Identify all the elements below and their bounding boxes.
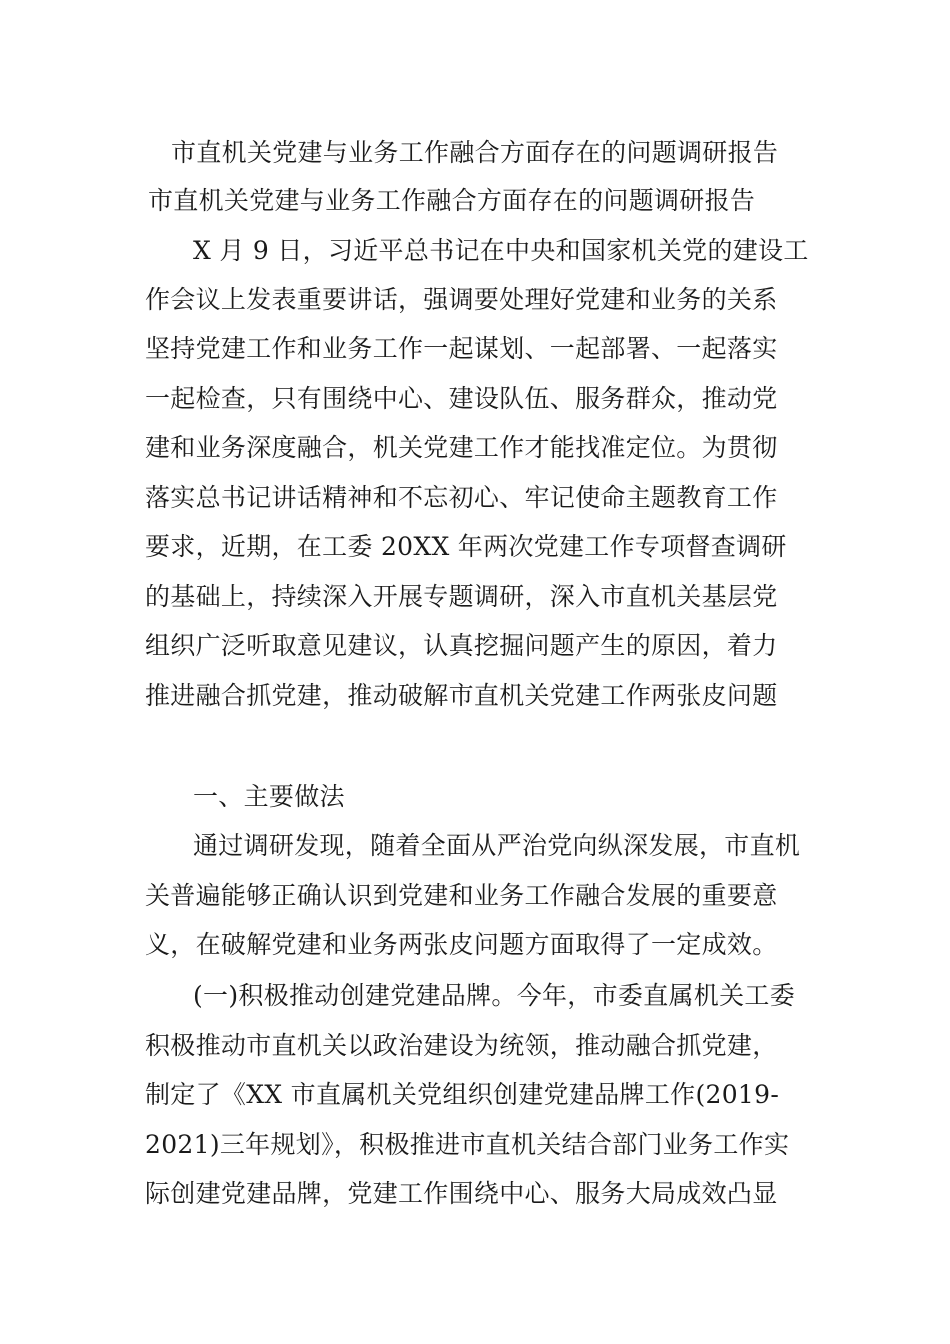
- subsection-line: 积极推动市直机关以政治建设为统领，推动融合抓党建，: [145, 1031, 778, 1060]
- section-line: 关普遍能够正确认识到党建和业务工作融合发展的重要意: [145, 881, 778, 910]
- intro-line: 要求，近期，在工委 20XX 年两次党建工作专项督查调研: [145, 532, 787, 561]
- document-title: 市直机关党建与业务工作融合方面存在的问题调研报告: [171, 138, 779, 167]
- intro-line: 推进融合抓党建，推动破解市直机关党建工作两张皮问题: [145, 681, 778, 710]
- subsection-line: 2021)三年规划》，积极推进市直机关结合部门业务工作实: [145, 1130, 790, 1159]
- subsection-line: (一)积极推动创建党建品牌。今年，市委直属机关工委: [193, 981, 796, 1010]
- subsection-line: 制定了《XX 市直属机关党组织创建党建品牌工作(2019-: [145, 1080, 780, 1109]
- intro-line: 坚持党建工作和业务工作一起谋划、一起部署、一起落实: [145, 334, 778, 363]
- subsection-line: 际创建党建品牌，党建工作围绕中心、服务大局成效凸显: [145, 1179, 778, 1208]
- document-title-repeat: 市直机关党建与业务工作融合方面存在的问题调研报告: [148, 186, 756, 215]
- intro-line: 一起检查，只有围绕中心、建设队伍、服务群众，推动党: [145, 384, 778, 413]
- intro-line: 组织广泛听取意见建议，认真挖掘问题产生的原因，着力: [145, 631, 778, 660]
- section-line: 义，在破解党建和业务两张皮问题方面取得了一定成效。: [145, 930, 778, 959]
- intro-line: 作会议上发表重要讲话，强调要处理好党建和业务的关系: [145, 285, 778, 314]
- intro-line: X 月 9 日，习近平总书记在中央和国家机关党的建设工: [193, 236, 809, 265]
- intro-line: 建和业务深度融合，机关党建工作才能找准定位。为贯彻: [145, 433, 778, 462]
- section-line: 通过调研发现，随着全面从严治党向纵深发展，市直机: [193, 831, 801, 860]
- intro-line: 的基础上，持续深入开展专题调研，深入市直机关基层党: [145, 582, 778, 611]
- section-heading: 一、主要做法: [193, 782, 345, 811]
- intro-line: 落实总书记讲话精神和不忘初心、牢记使命主题教育工作: [145, 483, 778, 512]
